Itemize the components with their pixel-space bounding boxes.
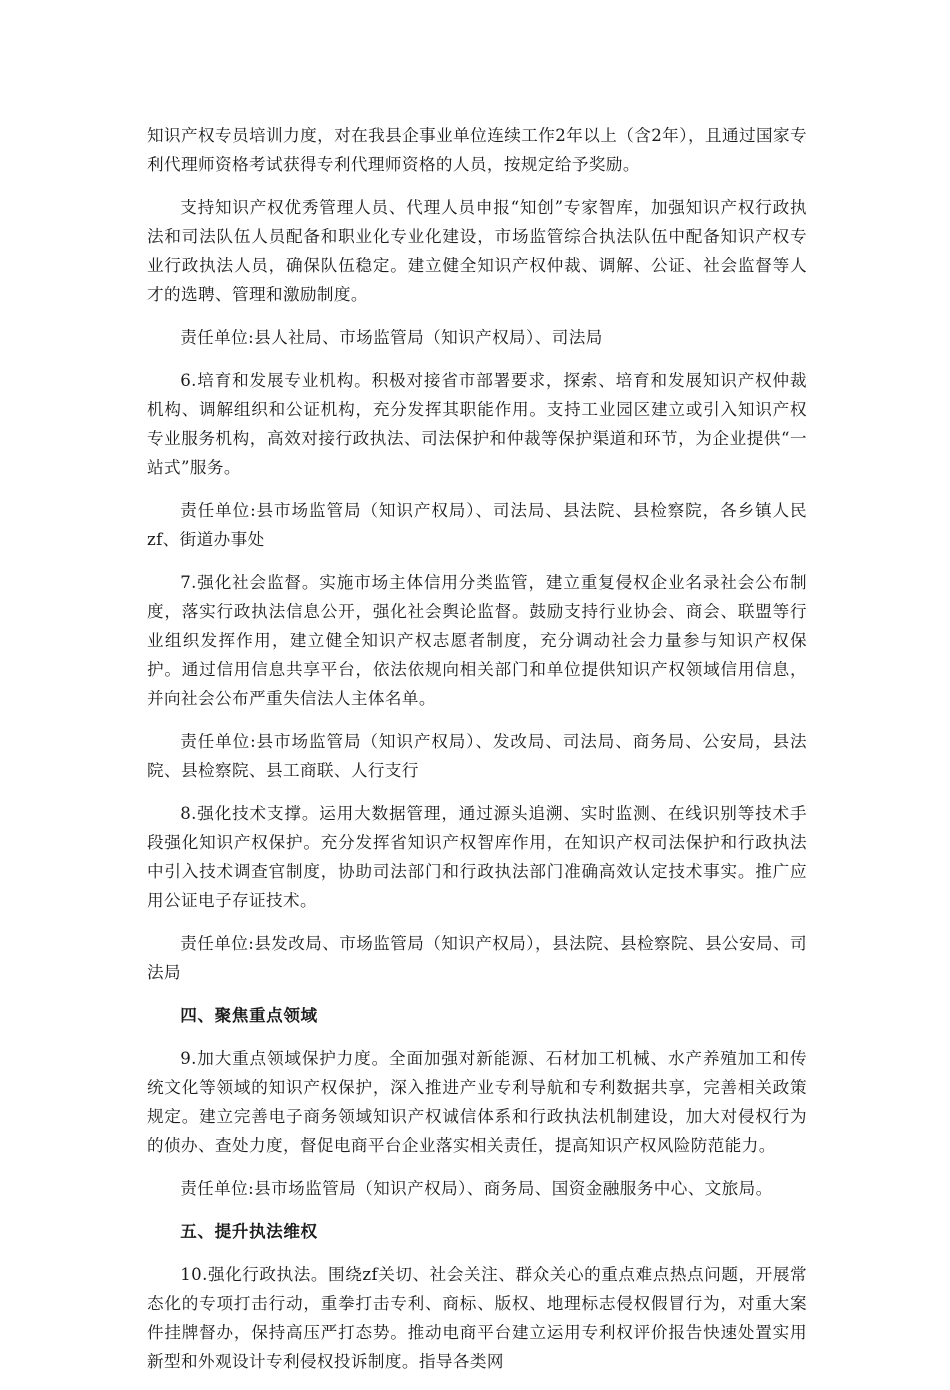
paragraph-item-10: 10.强化行政执法。围绕zf关切、社会关注、群众关心的重点难点热点问题，开展常态化的专项打击行动，重拳打击专利、商标、版权、地理标志侵权假冒行为，对重大案件挂牌督办，保持高压严打态势。推动电商平台建立运用专利权评价报告快速处置实用新型和外观设计专利侵权投诉制度。指导各类网: [147, 1265, 807, 1371]
responsible-units-9: 责任单位:县市场监管局（知识产权局）、商务局、国资金融服务中心、文旅局。: [180, 1179, 773, 1198]
document-body: [147, 121, 807, 1390]
paragraph-item-9: 9.加大重点领域保护力度。全面加强对新能源、石材加工机械、水产养殖加工和传统文化等领域的知识产权保护，深入推进产业专利导航和专利数据共享，完善相关政策规定。建立完善电子商务领域知识产权诚信体系和行政执法机制建设，加大对侵权行为的侦办、查处力度，督促电商平台企业落实相关责任，提高知识产权风险防范能力。: [147, 1049, 807, 1155]
paragraph-continuation: 知识产权专员培训力度，对在我县企事业单位连续工作2年以上（含2年），且通过国家专利代理师资格考试获得专利代理师资格的人员，按规定给予奖励。: [147, 126, 807, 174]
section-heading-4: 四、聚焦重点领域: [180, 1006, 318, 1025]
paragraph-item-6: 6.培育和发展专业机构。积极对接省市部署要求，探索、培育和发展知识产权仲裁机构、调解组织和公证机构，充分发挥其职能作用。支持工业园区建立或引入知识产权专业服务机构，高效对接行政执法、司法保护和仲裁等保护渠道和环节，为企业提供“一站式”服务。: [147, 371, 807, 477]
paragraph-item-7: 7.强化社会监督。实施市场主体信用分类监管，建立重复侵权企业名录社会公布制度，落实行政执法信息公开，强化社会舆论监督。鼓励支持行业协会、商会、联盟等行业组织发挥作用，建立健全知识产权志愿者制度，充分调动社会力量参与知识产权保护。通过信用信息共享平台，依法依规向相关部门和单位提供知识产权领域信用信息，并向社会公布严重失信法人主体名单。: [147, 573, 807, 708]
paragraph-item-8: 8.强化技术支撑。运用大数据管理，通过源头追溯、实时监测、在线识别等技术手段强化知识产权保护。充分发挥省知识产权智库作用，在知识产权司法保护和行政执法中引入技术调查官制度，协助司法部门和行政执法部门准确高效认定技术事实。推广应用公证电子存证技术。: [147, 804, 807, 910]
responsible-units-7: 责任单位:县市场监管局（知识产权局）、发改局、司法局、商务局、公安局，县法院、县检察院、县工商联、人行支行: [147, 732, 807, 780]
responsible-units-6: 责任单位:县市场监管局（知识产权局）、司法局、县法院、县检察院，各乡镇人民zf、街道办事处: [147, 501, 807, 549]
responsible-units-5: 责任单位:县人社局、市场监管局（知识产权局）、司法局: [180, 328, 603, 347]
paragraph-talent-support: 支持知识产权优秀管理人员、代理人员申报“知创”专家智库，加强知识产权行政执法和司法队伍人员配备和职业化专业化建设，市场监管综合执法队伍中配备知识产权专业行政执法人员，确保队伍稳定。建立健全知识产权仲裁、调解、公证、社会监督等人才的选聘、管理和激励制度。: [147, 198, 807, 304]
section-heading-5: 五、提升执法维权: [180, 1222, 318, 1241]
responsible-units-8: 责任单位:县发改局、市场监管局（知识产权局），县法院、县检察院、县公安局、司法局: [147, 934, 807, 982]
